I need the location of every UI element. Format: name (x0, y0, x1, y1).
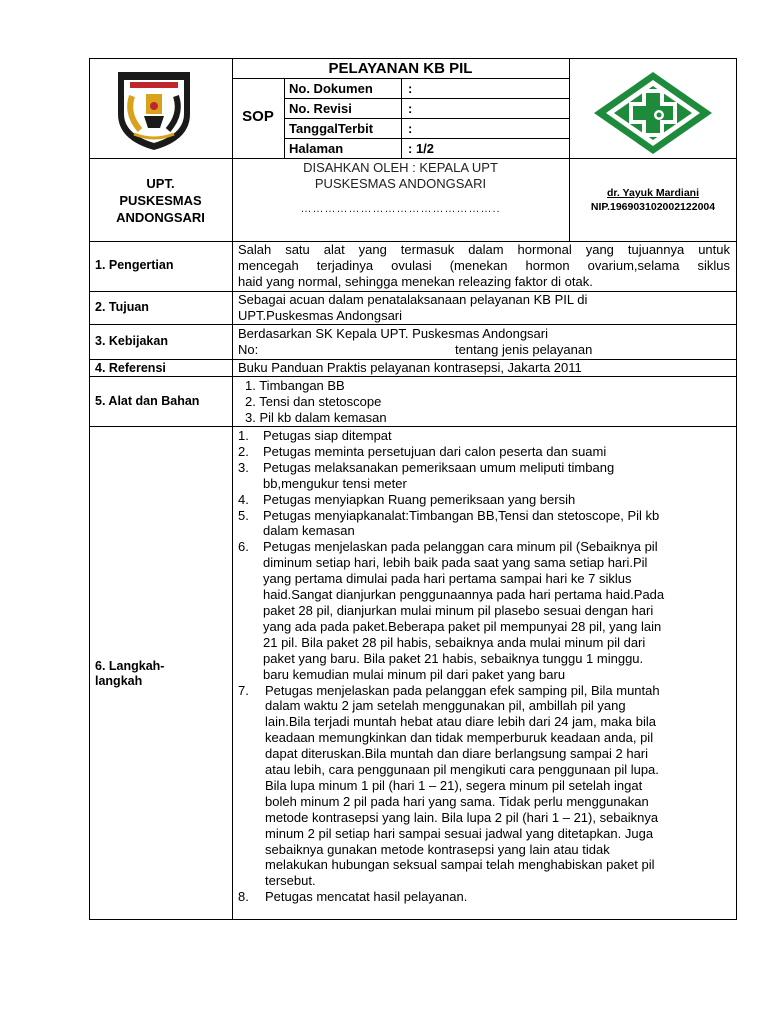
text-line: mencegah terjadinya ovulasi (menekan hormon ovarium,selama siklus (238, 258, 730, 273)
approval-block (232, 160, 569, 217)
step-line: atau lebih, cara penggunaan pil mengikuti cara penggunaan pil lupa. (265, 762, 659, 778)
section-text-tujuan (238, 292, 730, 324)
step-line: Bila lupa minum 1 pil (hari 1 – 21), segera minum pil setelah ingat (265, 777, 643, 793)
step-line: dalam kemasan (263, 523, 355, 539)
step-line: paket 28 pil, dianjurkan mulai minum pil plasebo sesuai dengan hari (263, 602, 654, 618)
step-item (238, 683, 730, 890)
institution-name (89, 175, 232, 226)
step-line: melakukan hubungan seksual sampai telah menghabiskan paket pil (265, 857, 655, 873)
step-line: dalam waktu 2 jam setelah menggunakan pil, ambillah pil yang (265, 698, 626, 714)
text-line: Berdasarkan SK Kepala UPT. Puskesmas Andongsari (238, 326, 549, 341)
step-number: 2. (238, 443, 249, 459)
step-line: yang ada pada paket.Beberapa paket pil mempunyai 28 pil, yang lain (263, 618, 662, 634)
list-item: 2. Tensi dan stetoscope (245, 394, 382, 409)
signatory-block (569, 186, 737, 214)
signatory-name: dr. Yayuk Mardiani (606, 187, 699, 199)
meta-value-no-revisi: : (408, 101, 413, 116)
list-item: 1. Timbangan BB (245, 378, 345, 393)
step-line: Petugas meminta persetujuan dari calon peserta dan suami (263, 443, 607, 459)
step-line: baru kemudian mulai minum pil dari paket yang baru (263, 666, 566, 682)
meta-value-no-dokumen: : (408, 81, 413, 96)
approval-dots: ………………………………………….. (300, 203, 501, 215)
step-line: Petugas menyiapkanalat:Timbangan BB,Tensi dan stetoscope, Pil kb (263, 507, 660, 523)
institution-line-3: ANDONGSARI (116, 210, 205, 225)
step-line: diminum setiap hari, lebih baik pada saat yang sama setiap hari.Pil (263, 555, 648, 571)
divider (89, 426, 737, 427)
document-title: PELAYANAN KB PIL (328, 60, 473, 77)
puskesmas-logo (590, 70, 716, 156)
divider (284, 118, 569, 119)
regional-emblem-logo (110, 66, 198, 154)
approval-line-1: DISAHKAN OLEH : KEPALA UPT (303, 160, 498, 175)
step-number: 7. (238, 682, 249, 698)
step-line: Petugas melaksanakan pemeriksaan umum meliputi timbang (263, 459, 615, 475)
step-line: minum 2 pil setiap hari sampai sesuai jadwal yang ditetapkan. Juga (265, 825, 654, 841)
step-line: metode kontrasepsi yang lain. Bila lupa 2 pil (hari 1 – 21), sebaiknya (265, 809, 659, 825)
divider (89, 376, 737, 377)
step-line: yang pertama dimulai pada hari pertama sampai hari ke 7 siklus (263, 571, 632, 587)
text-line: UPT.Puskesmas Andongsari (238, 308, 403, 323)
step-line: tersebut. (265, 873, 316, 889)
section-text-referensi: Buku Panduan Praktis pelayanan kontrasepsi, Jakarta 2011 (238, 360, 582, 375)
step-number: 5. (238, 507, 249, 523)
step-number: 3. (238, 459, 249, 475)
section-label-kebijakan: 3. Kebijakan (95, 334, 168, 348)
label-line: langkah (95, 674, 143, 688)
step-number: 4. (238, 491, 249, 507)
institution-line-1: UPT. (146, 176, 175, 191)
text-line: No: (238, 342, 259, 357)
section-label-tujuan: 2. Tujuan (95, 300, 149, 314)
step-line: dapat diteruskan.Bila muntah dan diare berlangsung sampai 2 hari (265, 746, 649, 762)
step-item (238, 444, 730, 460)
meta-label-halaman: Halaman (289, 141, 344, 156)
step-line: paket yang baru. Bila paket 21 habis, sebaiknya tunggu 1 minggu. (263, 650, 644, 666)
step-line: boleh minum 2 pil pada hari yang sama. Tidak perlu menggunakan (265, 793, 649, 809)
step-item (238, 428, 730, 444)
step-line: bb,mengukur tensi meter (263, 475, 407, 491)
step-line: haid.Sangat dianjurkan penggunaannya pada hari pertama haid.Pada (263, 587, 665, 603)
meta-value-halaman: : 1/2 (408, 141, 435, 156)
step-number: 8. (238, 889, 249, 905)
section-label-referensi: 4. Referensi (95, 361, 166, 375)
meta-label-no-dokumen: No. Dokumen (289, 81, 373, 96)
step-line: Petugas mencatat hasil pelayanan. (265, 889, 468, 905)
step-line: sebaiknya gunakan metode kontrasepsi yang lain atau tidak (265, 841, 610, 857)
step-number: 1. (238, 428, 249, 443)
section-steps-langkah (238, 428, 730, 905)
section-text-pengertian (238, 242, 730, 290)
step-number: 6. (238, 539, 249, 555)
step-item (238, 539, 730, 682)
text-line: haid yang normal, sehingga menekan releazing faktor di otak. (238, 274, 593, 289)
list-item: 3. Pil kb dalam kemasan (245, 410, 387, 425)
step-item (238, 460, 730, 492)
text-line: Salah satu alat yang termasuk dalam hormonal yang tujuannya untuk (238, 242, 730, 257)
step-line: Petugas menjelaskan pada pelanggan efek samping pil, Bila muntah (265, 682, 660, 698)
divider (284, 138, 569, 139)
divider (284, 98, 569, 99)
text-line: Sebagai acuan dalam penatalaksanaan pelayanan KB PIL di (238, 292, 588, 307)
section-label-alat-bahan: 5. Alat dan Bahan (95, 394, 200, 408)
section-text-kebijakan (238, 326, 730, 358)
section-label-langkah (95, 659, 164, 689)
meta-value-tanggal-terbit: : (408, 121, 413, 136)
step-line: Petugas menjelaskan pada pelanggan cara minum pil (Sebaiknya pil (263, 539, 658, 555)
label-line: 6. Langkah- (95, 659, 165, 673)
divider (232, 78, 569, 79)
step-item (238, 492, 730, 508)
signatory-nip: NIP.196903102002122004 (590, 201, 716, 213)
step-line: keadaan memungkinkan dan tidak memperburuk keadaan anda, pil (265, 730, 654, 746)
step-line: Petugas siap ditempat (263, 428, 392, 443)
approval-line-2: PUSKESMAS ANDONGSARI (314, 176, 487, 191)
steps-list (238, 428, 730, 905)
section-list-alat-bahan (245, 378, 725, 426)
meta-label-no-revisi: No. Revisi (289, 101, 352, 116)
divider (89, 324, 737, 325)
step-item (238, 889, 730, 905)
step-line: 21 pil. Bila paket 28 pil habis, sebaiknya anda mulai minum pil dari (263, 634, 646, 650)
meta-label-tanggal-terbit: TanggalTerbit (289, 121, 374, 136)
step-item (238, 508, 730, 540)
divider (89, 158, 737, 159)
sop-label: SOP (242, 108, 274, 125)
institution-line-2: PUSKESMAS (119, 193, 202, 208)
step-line: Petugas menyiapkan Ruang pemeriksaan yang bersih (263, 491, 576, 507)
section-label-pengertian: 1. Pengertian (95, 258, 174, 272)
step-line: lain.Bila terjadi muntah hebat atau diare lebih dari 24 jam, maka bila (265, 714, 656, 730)
text-line: tentang jenis pelayanan (455, 342, 593, 357)
kebijakan-number-line (238, 342, 730, 358)
